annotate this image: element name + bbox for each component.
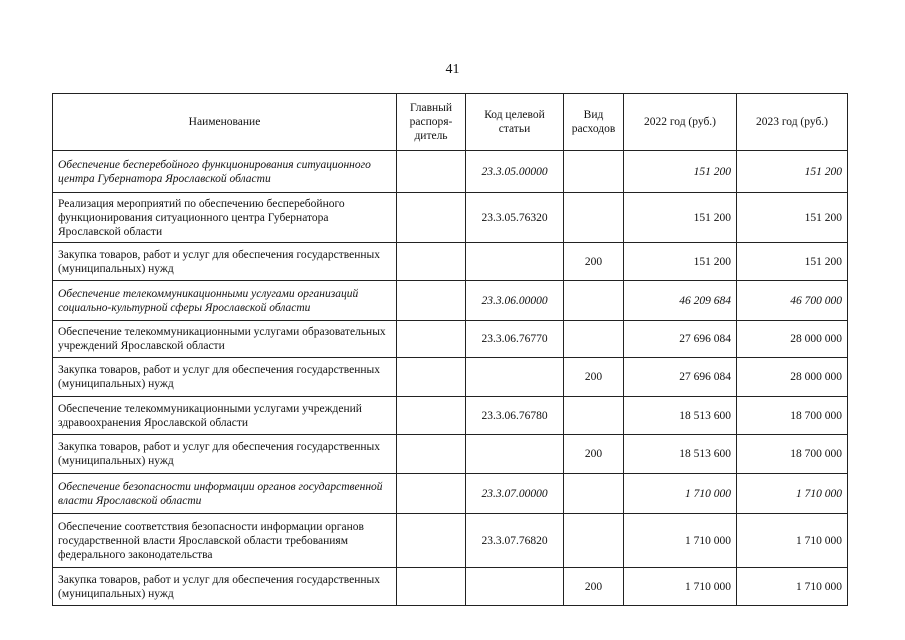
table-header-row: [53, 94, 848, 151]
row-kind: [564, 474, 624, 514]
row-2023: 28 000 000: [737, 358, 848, 397]
row-kind: [564, 151, 624, 193]
table-row: [53, 243, 848, 281]
row-name: Реализация мероприятий по обеспечению бесперебойного функционирования ситуационного центра Губернатора Ярославской области: [53, 193, 397, 243]
row-kind: 200: [564, 243, 624, 281]
row-name: Обеспечение телекоммуникационными услугами организаций социально-культурной сферы Ярославской области: [53, 281, 397, 321]
row-2022: 1 710 000: [624, 514, 737, 568]
row-code: 23.3.05.76320: [466, 193, 564, 243]
row-2023: 1 710 000: [737, 568, 848, 606]
row-code: [466, 358, 564, 397]
row-2022: 1 710 000: [624, 474, 737, 514]
row-name: Обеспечение безопасности информации органов государственной власти Ярославской области: [53, 474, 397, 514]
header-2023: 2023 год (руб.): [737, 94, 848, 151]
row-2022: 18 513 600: [624, 397, 737, 435]
row-2023: 28 000 000: [737, 321, 848, 358]
row-code: [466, 243, 564, 281]
row-admin: [397, 358, 466, 397]
table-row: [53, 514, 848, 568]
row-admin: [397, 397, 466, 435]
row-2022: 27 696 084: [624, 358, 737, 397]
row-kind: 200: [564, 358, 624, 397]
row-code: 23.3.06.00000: [466, 281, 564, 321]
row-admin: [397, 151, 466, 193]
row-admin: [397, 321, 466, 358]
row-code: 23.3.07.00000: [466, 474, 564, 514]
row-2023: 1 710 000: [737, 474, 848, 514]
table-row: [53, 358, 848, 397]
row-admin: [397, 435, 466, 474]
table-row: [53, 568, 848, 606]
row-admin: [397, 243, 466, 281]
row-name: Обеспечение телекоммуникационными услугами учреждений здравоохранения Ярославской области: [53, 397, 397, 435]
row-2022: 18 513 600: [624, 435, 737, 474]
row-2022: 1 710 000: [624, 568, 737, 606]
row-admin: [397, 568, 466, 606]
table-row: [53, 193, 848, 243]
row-kind: [564, 397, 624, 435]
row-admin: [397, 474, 466, 514]
row-kind: 200: [564, 435, 624, 474]
header-2022: 2022 год (руб.): [624, 94, 737, 151]
row-code: [466, 568, 564, 606]
row-name: Закупка товаров, работ и услуг для обеспечения государственных (муниципальных) нужд: [53, 435, 397, 474]
header-code: Код целевой статьи: [466, 94, 564, 151]
row-admin: [397, 281, 466, 321]
row-2023: 151 200: [737, 151, 848, 193]
row-2022: 46 209 684: [624, 281, 737, 321]
row-2023: 151 200: [737, 243, 848, 281]
row-admin: [397, 514, 466, 568]
row-name: Обеспечение бесперебойного функционирования ситуационного центра Губернатора Ярославской области: [53, 151, 397, 193]
row-2022: 151 200: [624, 193, 737, 243]
row-code: 23.3.06.76770: [466, 321, 564, 358]
budget-table: [52, 93, 848, 606]
table-row: [53, 474, 848, 514]
row-2023: 18 700 000: [737, 435, 848, 474]
table-row: [53, 321, 848, 358]
page-number: 41: [445, 62, 460, 77]
table-row: [53, 435, 848, 474]
row-code: [466, 435, 564, 474]
table-row: [53, 151, 848, 193]
row-kind: [564, 321, 624, 358]
row-2022: 27 696 084: [624, 321, 737, 358]
row-2023: 151 200: [737, 193, 848, 243]
table-row: [53, 397, 848, 435]
row-admin: [397, 193, 466, 243]
row-2023: 46 700 000: [737, 281, 848, 321]
row-2023: 1 710 000: [737, 514, 848, 568]
row-2022: 151 200: [624, 151, 737, 193]
row-name: Обеспечение соответствия безопасности информации органов государственной власти Ярославской области требованиям федерального законодательства: [53, 514, 397, 568]
row-2022: 151 200: [624, 243, 737, 281]
row-kind: 200: [564, 568, 624, 606]
header-admin: Главный распоря-дитель: [397, 94, 466, 151]
row-name: Закупка товаров, работ и услуг для обеспечения государственных (муниципальных) нужд: [53, 243, 397, 281]
table-row: [53, 281, 848, 321]
row-name: Закупка товаров, работ и услуг для обеспечения государственных (муниципальных) нужд: [53, 358, 397, 397]
row-kind: [564, 193, 624, 243]
header-kind: Вид расходов: [564, 94, 624, 151]
row-code: 23.3.07.76820: [466, 514, 564, 568]
row-2023: 18 700 000: [737, 397, 848, 435]
header-name: Наименование: [53, 94, 397, 151]
row-kind: [564, 514, 624, 568]
row-kind: [564, 281, 624, 321]
row-code: 23.3.05.00000: [466, 151, 564, 193]
row-name: Обеспечение телекоммуникационными услугами образовательных учреждений Ярославской области: [53, 321, 397, 358]
row-code: 23.3.06.76780: [466, 397, 564, 435]
row-name: Закупка товаров, работ и услуг для обеспечения государственных (муниципальных) нужд: [53, 568, 397, 606]
